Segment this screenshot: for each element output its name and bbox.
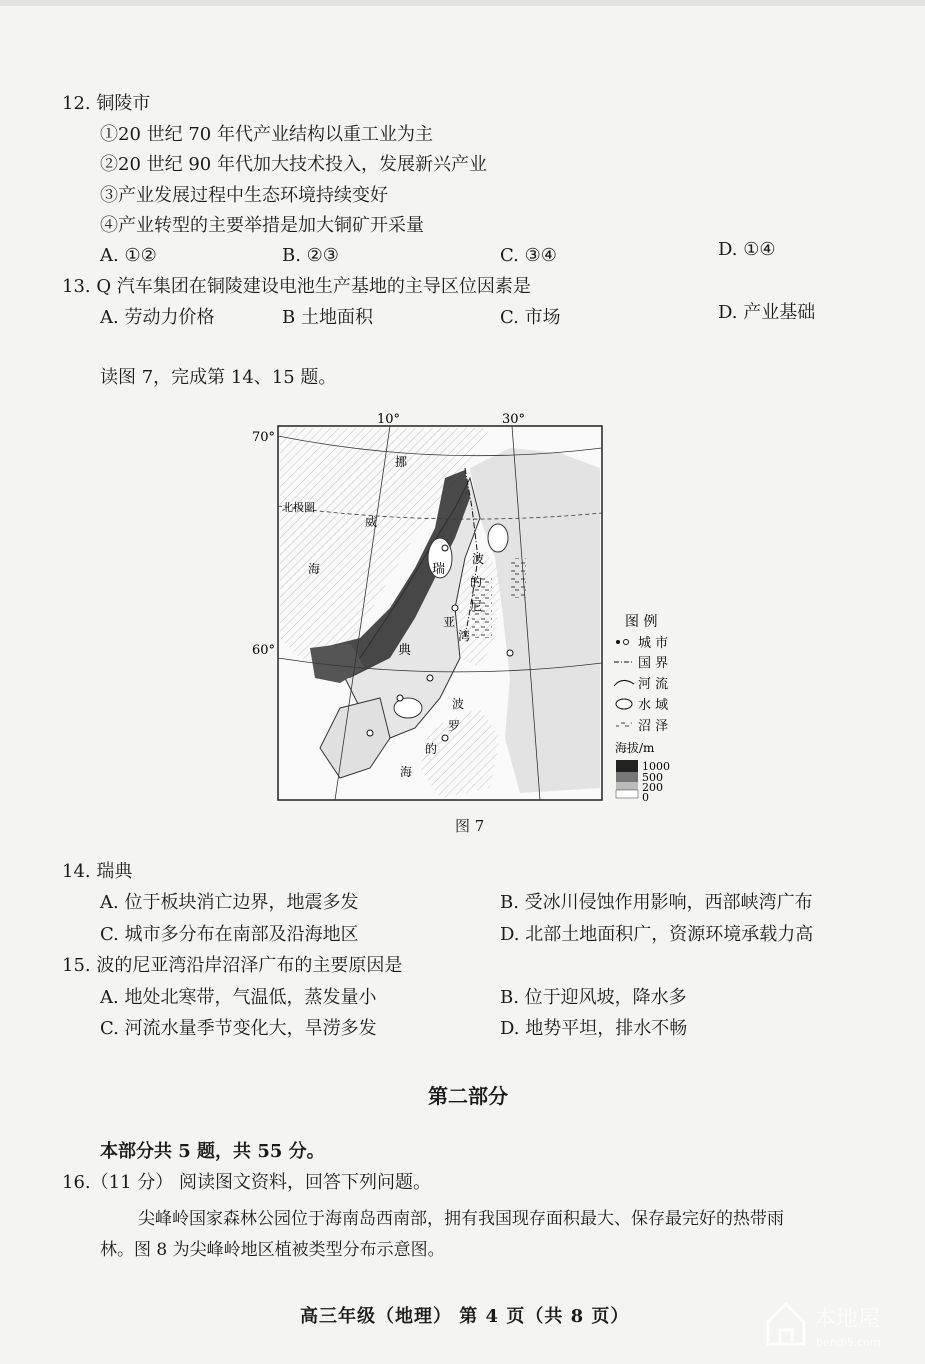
- label-arctic-circle: 北极圈: [282, 501, 315, 514]
- legend-elev-title: 海拔/m: [615, 741, 655, 755]
- lake-3: [488, 524, 508, 552]
- legend-elev-1000: [616, 760, 638, 772]
- q13-option-d: D. 产业基础: [718, 302, 816, 323]
- q13-option-b: B 土地面积: [282, 307, 373, 328]
- house-door-icon: [780, 1330, 792, 1344]
- legend-marsh-icon: [616, 720, 632, 730]
- legend-val-500: 500: [642, 771, 663, 784]
- legend-river: 河 流: [638, 677, 669, 692]
- label-bothnia-3: 尼: [470, 599, 483, 613]
- label-norway-1: 挪: [395, 455, 408, 469]
- page-footer: 高三年级（地理） 第 4 页（共 8 页）: [300, 1306, 630, 1327]
- label-baltic-2: 罗: [448, 719, 461, 733]
- legend-river-icon: [614, 680, 634, 686]
- figure-caption: 图 7: [455, 817, 485, 835]
- q13-stem: 13. Q 汽车集团在铜陵建设电池生产基地的主导区位因素是: [62, 276, 531, 297]
- legend-elev-500: [616, 772, 638, 782]
- legend-city-icon-2: [624, 640, 629, 645]
- label-bothnia-5: 湾: [458, 629, 471, 643]
- watermark-logo: [762, 1290, 912, 1356]
- part2-note: 本部分共 5 题，共 55 分。: [100, 1141, 325, 1162]
- q14-stem: 14. 瑞典: [62, 861, 133, 882]
- label-sweden-2: 典: [398, 643, 412, 658]
- label-bothnia-2: 的: [470, 575, 483, 589]
- label-bothnia-1: 波: [472, 552, 485, 566]
- label-baltic-1: 波: [452, 697, 465, 711]
- watermark-url: bendi5.com: [816, 1336, 881, 1349]
- q12-item-1: ①20 世纪 70 年代产业结构以重工业为主: [100, 124, 433, 145]
- city-1: [442, 545, 448, 551]
- q12-item-2: ②20 世纪 90 年代加大技术投入，发展新兴产业: [100, 154, 487, 175]
- legend-marsh: 沼 泽: [638, 719, 669, 734]
- lat-label-70: 70°: [252, 430, 276, 445]
- q13-option-c: C. 市场: [500, 307, 561, 328]
- part2-title: 第二部分: [428, 1084, 508, 1108]
- city-4: [397, 695, 403, 701]
- legend-val-0: 0: [642, 791, 649, 804]
- q14-option-a: A. 位于板块消亡边界，地震多发: [100, 892, 359, 913]
- lon-label-30: 30°: [502, 412, 526, 427]
- label-norway-2: 威: [365, 515, 378, 529]
- q12-item-4: ④产业转型的主要举措是加大铜矿开采量: [100, 215, 424, 236]
- figure-7-map: [240, 408, 680, 808]
- legend-border: 国 界: [638, 656, 669, 671]
- legend-water-icon: [616, 699, 632, 709]
- label-baltic-3: 的: [425, 742, 438, 756]
- city-2: [452, 605, 458, 611]
- q15-option-d: D. 地势平坦，排水不畅: [500, 1018, 688, 1039]
- q12-option-b: B. ②③: [282, 245, 339, 266]
- legend-elev-200: [616, 782, 638, 790]
- q14-option-c: C. 城市多分布在南部及沿海地区: [100, 924, 359, 945]
- legend-val-200: 200: [642, 781, 663, 794]
- q15-stem: 15. 波的尼亚湾沿岸沼泽广布的主要原因是: [62, 955, 403, 976]
- q15-option-a: A. 地处北寒带，气温低，蒸发量小: [100, 987, 377, 1008]
- q12-option-a: A. ①②: [100, 245, 157, 266]
- label-sea-1: 海: [308, 562, 321, 576]
- lat-label-60: 60°: [252, 643, 276, 658]
- city-7: [507, 650, 513, 656]
- top-band: [0, 0, 925, 6]
- legend-water: 水 域: [638, 698, 669, 713]
- q15-option-b: B. 位于迎风坡，降水多: [500, 987, 687, 1008]
- q14-option-b: B. 受冰川侵蚀作用影响，西部峡湾广布: [500, 892, 813, 913]
- q12-option-d: D. ①④: [718, 239, 776, 260]
- q15-option-c: C. 河流水量季节变化大，旱涝多发: [100, 1018, 377, 1039]
- map-intro: 读图 7，完成第 14、15 题。: [100, 367, 337, 388]
- watermark-text: 本地屋: [814, 1307, 881, 1332]
- legend-city-icon: [616, 640, 620, 644]
- legend-city: 城 市: [638, 636, 669, 651]
- q12-item-3: ③产业发展过程中生态环境持续变好: [100, 185, 388, 206]
- city-5: [367, 730, 373, 736]
- legend-val-1000: 1000: [642, 760, 670, 773]
- city-6: [442, 735, 448, 741]
- q13-option-a: A. 劳动力价格: [100, 307, 215, 328]
- q16-stem: 16.（11 分） 阅读图文资料，回答下列问题。: [62, 1172, 431, 1193]
- q12-stem: 12. 铜陵市: [62, 93, 151, 114]
- label-bothnia-4: 亚: [443, 615, 456, 629]
- q16-text-1: 尖峰岭国家森林公园位于海南岛西南部，拥有我国现存面积最大、保存最完好的热带雨: [138, 1209, 784, 1229]
- map-legend: [614, 614, 670, 804]
- label-sweden-1: 瑞: [432, 562, 446, 577]
- lon-label-10: 10°: [377, 412, 401, 427]
- q16-text-2: 林。图 8 为尖峰岭地区植被类型分布示意图。: [100, 1240, 445, 1260]
- q12-option-c: C. ③④: [500, 245, 557, 266]
- legend-elev-0: [616, 790, 638, 798]
- legend-title: 图 例: [625, 614, 658, 630]
- q14-option-d: D. 北部土地面积广，资源环境承载力高: [500, 924, 814, 945]
- house-icon: [768, 1304, 804, 1344]
- city-3: [427, 675, 433, 681]
- label-baltic-4: 海: [400, 765, 413, 779]
